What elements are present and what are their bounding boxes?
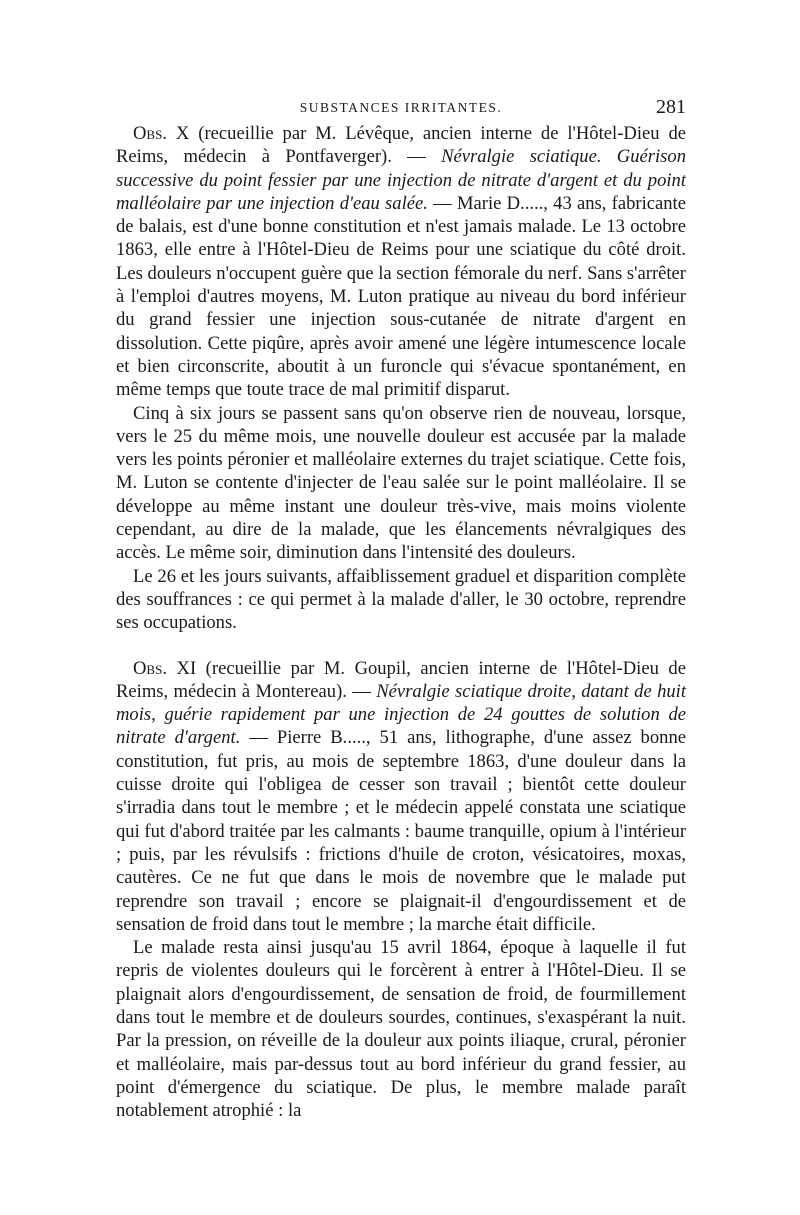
running-head <box>116 96 686 120</box>
page <box>116 96 686 1122</box>
obs-11-intro: (recueillie par M. Goupil, ancien interne de l'Hôtel-Dieu de Reims, médecin à Montereau). — <box>116 657 686 702</box>
obs-11-paragraph-2: Le malade resta ainsi jusqu'au 15 avril 1864, époque à laquelle il fut repris de violentes douleurs qui le forcèrent à entrer à l'Hôtel-Dieu. Il se plaignait alors d'engourdissement, de sensation de froid, de fourmillement dans tout le membre et de douleurs sourdes, continues, s'exaspérant la nuit. Par la pression, on réveille de la douleur aux points iliaque, crural, péronier et malléolaire, mais par-dessus tout au bord inférieur du grand fessier, au point d'émergence du sciatique. De plus, le membre malade paraît notablement atrophié : la <box>116 937 686 1122</box>
obs-10-label: Obs. X <box>133 123 190 144</box>
obs-11-title: Névralgie sciatique droite, datant de huit mois, guérie rapidement par une injection de 24 gouttes de solution de nitrate d'argent. <box>116 680 686 749</box>
obs-10-paragraph <box>116 122 686 402</box>
obs-11-body: — Pierre B....., 51 ans, lithographe, d'une assez bonne constitution, fut pris, au mois de septembre 1863, d'une douleur dans la cuisse droite qui l'obligea de cesser son travail ; bientôt cette douleur s'irradia dans tout le membre ; et le médecin appelé constata une sciatique qui fut d'abord traitée par les calmants : baume tranquille, opium à l'intérieur ; puis, par les révulsifs : frictions d'huile de croton, vésicatoires, moxas, cautères. Ce ne fut que dans le mois de novembre que le malade put reprendre son travail ; encore se plaignait-il d'engourdissement et de sensation de froid dans tout le membre ; la marche était difficile. <box>116 727 687 935</box>
running-title: SUBSTANCES IRRITANTES. <box>299 100 503 115</box>
obs-10-paragraph-3: Le 26 et les jours suivants, affaiblissement graduel et disparition complète des souffrances : ce qui permet à la malade d'aller, le 30 octobre, reprendre ses occupations. <box>116 565 686 634</box>
obs-10-body: — Marie D....., 43 ans, fabricante de balais, est d'une bonne constitution et n'est jamais malade. Le 13 octobre 1863, elle entre à l'Hôtel-Dieu de Reims pour une sciatique du côté droit. Les douleurs n'occupent guère que la section fémorale du nerf. Sans s'arrêter à l'emploi d'autres moyens, M. Luton pratique au niveau du bord inférieur du grand fessier une injection sous-cutanée de nitrate d'argent en dissolution. Cette piqûre, après avoir amené une légère intumescence locale et bien circonscrite, aboutit à un furoncle qui s'évacue spontanément, en même temps que toute trace de mal primitif disparut. <box>116 192 686 401</box>
obs-10-title: Névralgie sciatique. Guérison successive du point fessier par une injection de nitrate d'argent et du point malléolaire par une injection d'eau salée. <box>116 146 686 214</box>
obs-10-intro: (recueillie par M. Lévêque, ancien interne de l'Hôtel-Dieu de Reims, médecin à Pontfaverger). — <box>116 123 687 168</box>
obs-11-label: Obs. XI <box>133 657 197 679</box>
obs-11-paragraph <box>116 657 686 937</box>
page-number: 281 <box>656 96 686 118</box>
obs-10-paragraph-2: Cinq à six jours se passent sans qu'on observe rien de nouveau, lorsque, vers le 25 du même mois, une nouvelle douleur est accusée par la malade vers les points péronier et malléolaire externes du trajet sciatique. Cette fois, M. Luton se contente d'injecter de l'eau salée sur le point malléolaire. Il se développe au même instant une douleur très-vive, mais moins violente cependant, au dire de la malade, que les élancements névralgiques des accès. Le même soir, diminution dans l'intensité des douleurs. <box>116 402 686 564</box>
